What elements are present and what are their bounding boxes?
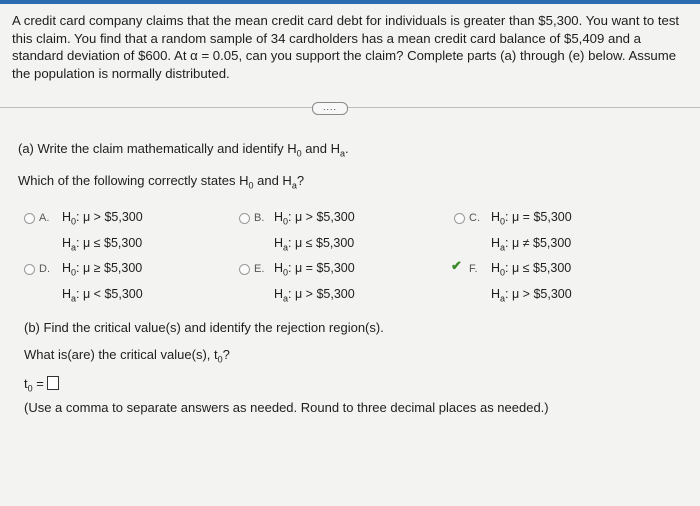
part-a-instruction: (a) Write the claim mathematically and identify $H_0$ and $H_a$. [18,141,349,159]
option-f-hypotheses[interactable]: $H_0$: μ ≤ $5,300 $H_a$: μ > $5,300 [491,261,572,303]
option-c-radio[interactable] [454,213,465,224]
option-a-radio[interactable] [24,213,35,224]
correct-check-icon: ✔ [451,258,462,273]
critical-value-input[interactable] [47,376,59,390]
part-a-question: Which of the following correctly states $H_0$ and $H_a$? [18,173,305,191]
problem-statement: A credit card company claims that the mean credit card debt for individuals is greater than $5,300. You want to test this claim. You find that a random sample of 34 cardholders has a mean credit card balance of $5,409 and a standard deviation of $600. At α = 0.05, can you support the claim? Complete parts (a) through (e) below. Assume the population is normally distributed. [12,13,680,81]
expand-more-button[interactable]: .... [312,102,348,115]
option-a-letter: A. [39,212,50,224]
option-b-hypotheses[interactable]: $H_0$: μ > $5,300 $H_a$: μ ≤ $5,300 [274,210,355,252]
option-d-letter: D. [39,263,50,275]
option-c-letter: C. [469,212,480,224]
section-divider [0,107,700,108]
option-e-radio[interactable] [239,264,250,275]
option-e-letter: E. [254,263,265,275]
top-accent-bar [0,0,700,4]
part-b-instruction: (b) Find the critical value(s) and identify the rejection region(s). [24,320,384,335]
option-d-radio[interactable] [24,264,35,275]
option-a-hypotheses[interactable]: $H_0$: μ > $5,300 $H_a$: μ ≤ $5,300 [62,210,143,252]
part-b-question: What is(are) the critical value(s), $t_0$? [24,347,230,365]
t0-label: $t_0$ = [24,376,44,394]
option-f-letter: F. [469,263,478,275]
option-e-hypotheses[interactable]: $H_0$: μ = $5,300 $H_a$: μ > $5,300 [274,261,355,303]
option-b-radio[interactable] [239,213,250,224]
option-d-hypotheses[interactable]: $H_0$: μ ≥ $5,300 $H_a$: μ < $5,300 [62,261,143,303]
option-b-letter: B. [254,212,265,224]
part-b-hint: (Use a comma to separate answers as needed. Round to three decimal places as needed.) [24,400,549,415]
option-c-hypotheses[interactable]: $H_0$: μ = $5,300 $H_a$: μ ≠ $5,300 [491,210,572,252]
